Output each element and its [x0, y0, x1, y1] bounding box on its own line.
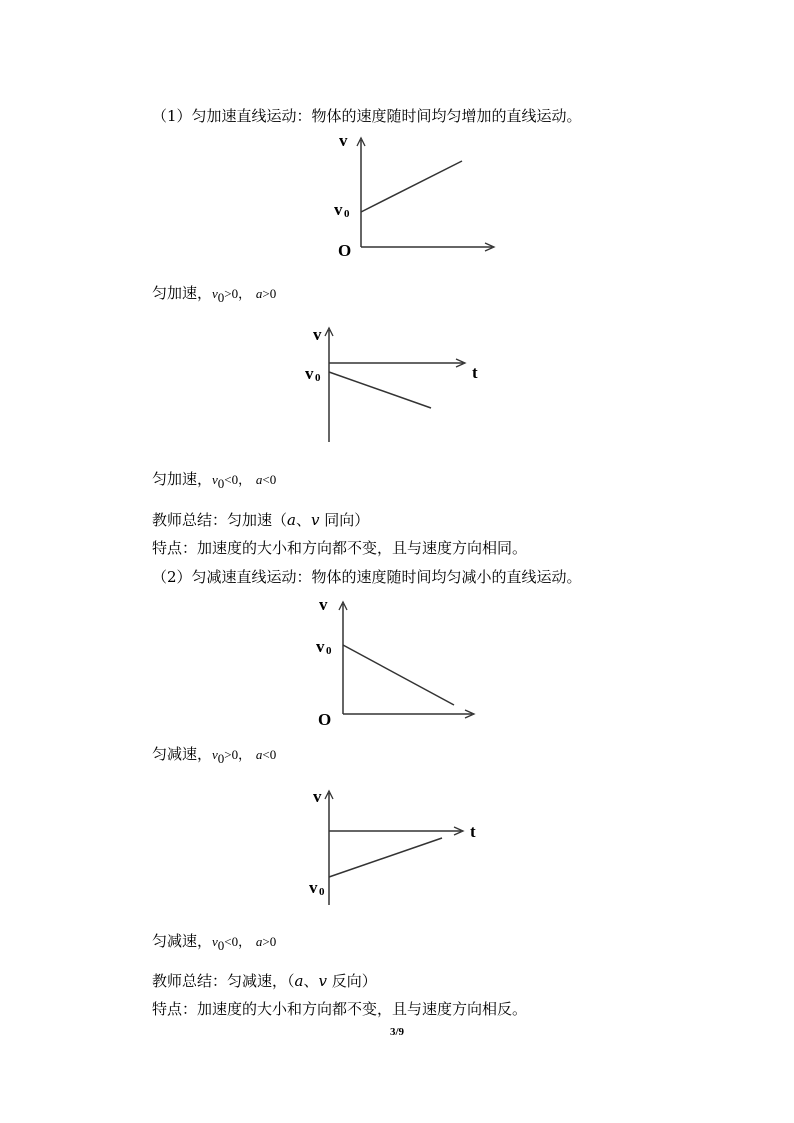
summary1-prefix: 教师总结：匀加速（ — [152, 511, 288, 529]
caption2-rel2: <0 — [262, 472, 277, 487]
feature1: 特点：加速度的大小和方向都不变，且与速度方向相同。 — [152, 539, 528, 557]
caption1-rel1: >0， — [224, 286, 252, 301]
summary1 — [152, 510, 369, 530]
caption4-sub: 0 — [217, 938, 225, 953]
v0-subscript: 0 — [344, 208, 350, 220]
summary2-sep: 、 — [303, 972, 319, 990]
t-axis-label: t — [470, 822, 476, 841]
t-axis-label: t — [472, 363, 478, 382]
summary2-suffix: 反向） — [326, 972, 377, 990]
velocity-line — [343, 645, 454, 705]
vt-graph-3 — [312, 594, 492, 729]
caption2-text: 匀加速， — [152, 470, 213, 488]
graph-accelerate-positive — [330, 130, 510, 265]
vt-graph-4 — [300, 785, 490, 910]
summary2-var-v: v — [318, 972, 327, 990]
v0-subscript: 0 — [326, 645, 332, 657]
v0-subscript: 0 — [315, 372, 321, 384]
caption1-sub: 0 — [217, 290, 225, 305]
vt-graph-2 — [300, 322, 490, 447]
vt-graph-1 — [330, 130, 510, 265]
caption3-var-a: a — [255, 747, 263, 762]
graph-accelerate-negative — [300, 322, 490, 447]
summary2 — [152, 971, 377, 991]
caption4-rel2: >0 — [262, 934, 277, 949]
caption4-var-a: a — [255, 934, 263, 949]
summary1-suffix: 同向） — [319, 511, 370, 529]
origin-label: O — [338, 241, 352, 260]
caption2-var-v: v — [212, 472, 218, 487]
summary2-prefix: 教师总结：匀减速，（ — [152, 972, 295, 990]
caption1-rel2: >0 — [262, 286, 277, 301]
v0-subscript: 0 — [319, 886, 325, 898]
origin-label: O — [318, 710, 332, 729]
caption3 — [152, 744, 276, 769]
section1-heading: （1）匀加速直线运动：物体的速度随时间均匀增加的直线运动。 — [152, 107, 582, 125]
caption1-var-a: a — [255, 286, 263, 301]
caption3-text: 匀减速， — [152, 745, 213, 763]
caption3-sub: 0 — [217, 751, 225, 766]
graph-decelerate-negative — [300, 785, 490, 910]
v0-label: v — [305, 364, 314, 383]
caption3-rel1: >0， — [224, 747, 252, 762]
caption4 — [152, 931, 276, 956]
v0-label: v — [309, 878, 318, 897]
caption1-var-v: v — [212, 286, 218, 301]
v-axis-label: v — [313, 325, 322, 344]
v-axis-label: v — [319, 595, 328, 614]
feature2: 特点：加速度的大小和方向都不变，且与速度方向相反。 — [152, 1000, 528, 1018]
v0-label: v — [316, 637, 325, 656]
caption3-var-v: v — [212, 747, 218, 762]
velocity-line — [361, 161, 462, 212]
v0-label: v — [334, 200, 343, 219]
caption2-var-a: a — [255, 472, 263, 487]
caption1-text: 匀加速， — [152, 284, 213, 302]
caption1 — [152, 283, 276, 308]
graph-decelerate-positive — [312, 594, 492, 729]
summary2-var-a: a — [294, 972, 304, 990]
caption3-rel2: <0 — [262, 747, 277, 762]
section2-heading: （2）匀减速直线运动：物体的速度随时间均匀减小的直线运动。 — [152, 568, 582, 586]
caption2-sub: 0 — [217, 476, 225, 491]
velocity-line — [329, 838, 442, 877]
velocity-line — [329, 372, 431, 408]
caption2-rel1: <0， — [224, 472, 252, 487]
summary1-var-v: v — [310, 511, 320, 529]
caption4-text: 匀减速， — [152, 932, 213, 950]
caption2 — [152, 469, 276, 494]
caption4-rel1: <0， — [224, 934, 252, 949]
summary1-var-a: a — [287, 511, 296, 529]
page-number: 3/9 — [389, 1026, 405, 1038]
v-axis-label: v — [339, 131, 348, 150]
caption4-var-v: v — [212, 934, 218, 949]
summary1-sep: 、 — [295, 511, 311, 529]
v-axis-label: v — [313, 787, 322, 806]
